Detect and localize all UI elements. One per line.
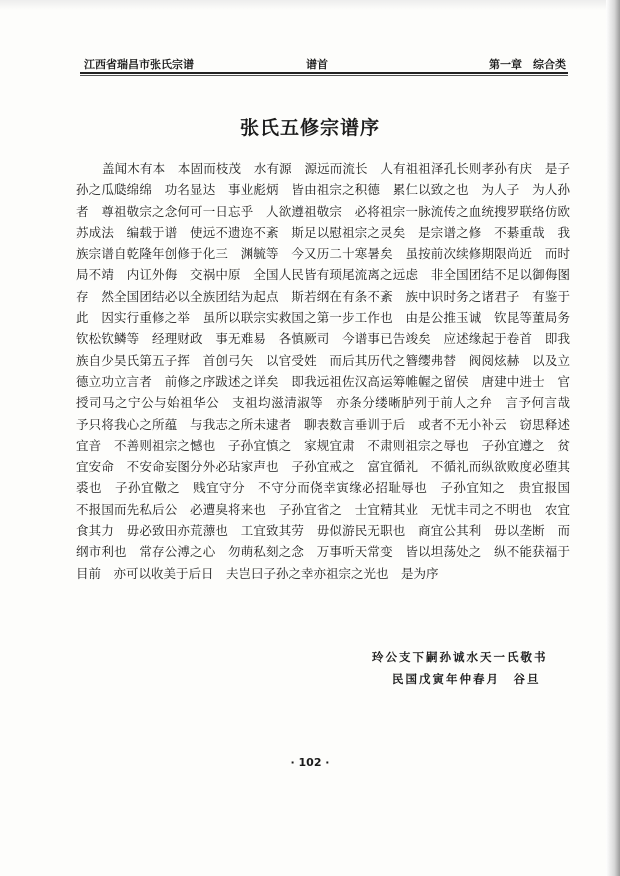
signature-block <box>372 646 548 690</box>
scan-top-edge <box>0 0 620 10</box>
page-number: · 102 · <box>290 756 330 769</box>
header-rule-thin <box>80 75 568 76</box>
preface-title: 张氏五修宗谱序 <box>239 117 380 139</box>
header-chapter: 第一章 综合类 <box>489 58 566 71</box>
signature-author: 玲公支下嗣孙诚水天一氏敬书 <box>372 650 548 664</box>
header-rule <box>80 72 568 74</box>
running-header <box>84 52 566 74</box>
header-section: 谱首 <box>306 58 328 71</box>
preface-body: 盖闻木有本 本固而枝茂 水有源 源远而流长 人有祖祖泽孔长则孝孙有庆 是子孙之瓜瓞绵绵 功名显达 事业彪炳 皆由祖宗之积德 累仁以致之也 为人子 为人孙者 尊祖敬宗之念何可一日忘乎 人欲遵祖敬宗 必将祖宗一脉流传之血统搜罗联络仿欧苏成法 编载于谱 使远不遗迩不紊 斯足以慰祖宗之灵矣 是宗谱之修 不綦重哉 我族宗谱自乾隆年创修于化三 渊毓等 今又历二十寒暑矣 虽按前次续修期限尚近 而时局不靖 内讧外侮 交祸中原 全国人民皆有顼尾流离之远虑 非全国团结不足以御侮图存 然全国团结必以全族团结为起点 斯若纲在有条不紊 族中识时务之诸君子 有鉴于此 因实行重修之举 虽所以联宗实救国之第一步工作也 由是公推玉诚 钦昆等董局务 钦松钦鳞等 经理财政 事无难易 各慎厥司 今谱事已告竣矣 应述缘起于卷首 即我族自少昊氏第五子挥 首创弓矢 以官受姓 而后其历代之簪缨弗替 阀阅炫赫 以及立德立功立言者 前修之序跋述之详矣 即我远祖佐汉高运筹帷幄之留侯 唐建中进士 官授司马之宁公与始祖华公 支祖均滋清淑等 亦条分缕晰胪列于前人之弁 言予何言哉 予只将我心之所蕴 与我志之所未逮者 聊表数言垂训于后 或者不无小补云 窃思释述宜音 不善则祖宗之憾也 子孙宜慎之 家规宜肃 不肃则祖宗之辱也 子孙宜遵之 贫宜安命 不安命妄图分外必玷家声也 子孙宜戒之 富宜循礼 不循礼而纵欲败度必堕其裘也 子孙宜儆之 贱宜守分 不守分而侥幸寅缘必招耻辱也 子孙宜知之 贵宜报国 不报国而先私后公 必遭臭将来也 子孙宜省之 士宜精其业 无忧丰司之不明也 农宜食其力 毋必致田亦荒薸也 工宜致其劳 毋似游民无职也 商宜公其利 毋以垄断 而纲市利也 常存公溥之心 勿萌私刻之念 万事听天常变 皆以坦荡处之 纵不能获福于目前 亦可以收美于后日 夫岂曰子孙之幸亦祖宗之光也 是为序 <box>76 161 583 581</box>
signature-date: 民国戊寅年仲春月 谷旦 <box>392 672 541 686</box>
header-book-title: 江西省瑞昌市张氏宗谱 <box>84 58 194 71</box>
